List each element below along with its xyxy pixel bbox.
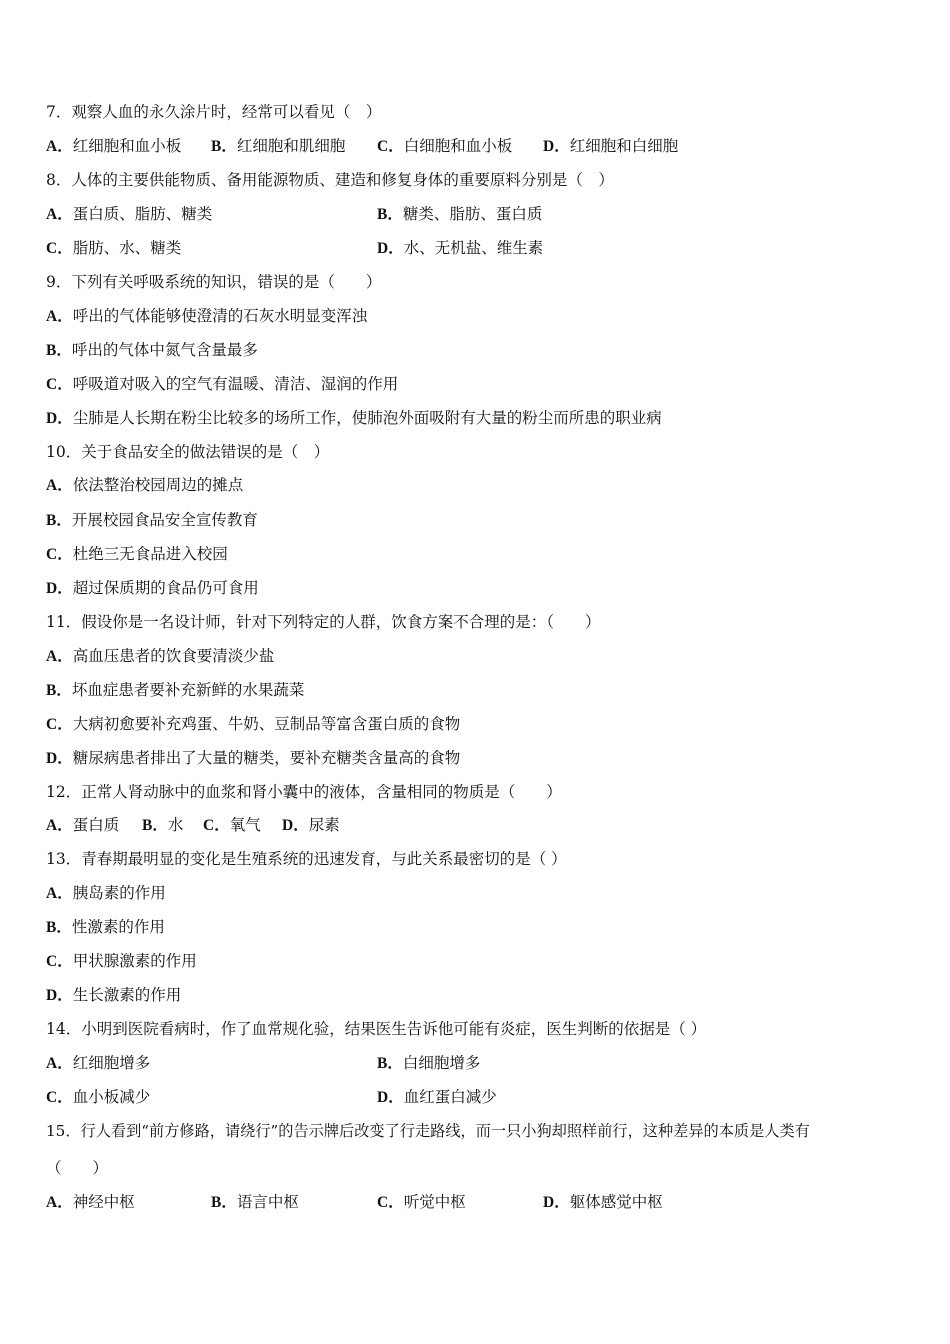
option-letter: A． <box>46 885 73 902</box>
option-letter: A． <box>46 308 73 325</box>
question-12-option-b <box>142 815 183 836</box>
question-15-option-a <box>46 1192 135 1213</box>
question-8-option-b <box>377 204 542 225</box>
option-text: 呼出的气体中氮气含量最多 <box>71 341 258 359</box>
question-10-option-c <box>46 544 228 565</box>
option-text: 呼出的气体能够使澄清的石灰水明显变浑浊 <box>72 307 368 325</box>
option-letter: D． <box>377 1089 404 1106</box>
option-letter: B． <box>377 206 403 223</box>
question-15-option-c <box>377 1192 466 1213</box>
option-text: 水 <box>167 816 184 834</box>
option-text: 红细胞和血小板 <box>72 137 182 155</box>
option-letter: A． <box>46 1194 73 1211</box>
option-letter: D． <box>46 987 73 1004</box>
option-text: 坏血症患者要补充新鲜的水果蔬菜 <box>71 681 305 699</box>
question-7-option-b <box>211 136 345 157</box>
option-letter: D． <box>543 138 570 155</box>
option-letter: B． <box>46 919 72 936</box>
option-text: 蛋白质、脂肪、糖类 <box>72 205 213 223</box>
option-letter: A． <box>46 817 73 834</box>
option-letter: D． <box>46 410 73 427</box>
option-text: 大病初愈要补充鸡蛋、牛奶、豆制品等富含蛋白质的食物 <box>72 715 461 733</box>
option-letter: D． <box>46 750 73 767</box>
question-9-option-b <box>46 340 258 361</box>
question-14-option-d <box>377 1087 497 1108</box>
option-text: 超过保质期的食品仍可食用 <box>72 579 259 597</box>
question-15-stem: 15．行人看到“前方修路，请绕行”的告示牌后改变了行走路线，而一只小狗却照样前行，这种差异的本质是人类有 <box>46 1122 810 1140</box>
question-7-option-c <box>377 136 512 157</box>
option-text: 依法整治校园周边的摊点 <box>72 476 244 494</box>
option-letter: B． <box>211 1194 237 1211</box>
option-text: 蛋白质 <box>72 816 120 834</box>
question-12-option-c <box>203 815 261 836</box>
option-text: 呼吸道对吸入的空气有温暖、清洁、湿润的作用 <box>72 375 399 393</box>
option-letter: B． <box>142 817 168 834</box>
question-10-option-d <box>46 578 259 599</box>
question-11-option-b <box>46 680 304 701</box>
option-text: 神经中枢 <box>72 1193 135 1211</box>
question-11-option-d <box>46 748 460 769</box>
option-letter: D． <box>377 240 404 257</box>
question-15-stem-continuation: （ ） <box>46 1159 109 1177</box>
option-text: 红细胞和白细胞 <box>569 137 679 155</box>
option-text: 白细胞增多 <box>402 1054 481 1072</box>
question-9-stem: 9．下列有关呼吸系统的知识，错误的是（ ） <box>46 273 382 291</box>
option-text: 甲状腺激素的作用 <box>72 952 197 970</box>
question-11-stem: 11．假设你是一名设计师，针对下列特定的人群，饮食方案不合理的是：（ ） <box>46 613 601 631</box>
option-letter: C． <box>46 716 73 733</box>
option-text: 语言中枢 <box>236 1193 299 1211</box>
option-letter: C． <box>46 546 73 563</box>
option-letter: C． <box>46 376 73 393</box>
option-letter: C． <box>46 953 73 970</box>
option-text: 红细胞和肌细胞 <box>236 137 346 155</box>
question-7-stem: 7．观察人血的永久涂片时，经常可以看见（ ） <box>46 103 382 121</box>
question-12-option-d <box>282 815 340 836</box>
option-letter: C． <box>377 138 404 155</box>
option-letter: A． <box>46 648 73 665</box>
option-text: 血红蛋白减少 <box>403 1088 497 1106</box>
question-9-option-c <box>46 374 398 395</box>
option-text: 白细胞和血小板 <box>403 137 513 155</box>
option-text: 尿素 <box>308 816 340 834</box>
question-8-option-d <box>377 238 543 259</box>
option-text: 尘肺是人长期在粉尘比较多的场所工作，使肺泡外面吸附有大量的粉尘而所患的职业病 <box>72 409 662 427</box>
question-15-option-d <box>543 1192 663 1213</box>
option-text: 高血压患者的饮食要清淡少盐 <box>72 647 275 665</box>
question-7-option-a <box>46 136 181 157</box>
option-text: 开展校园食品安全宣传教育 <box>71 511 258 529</box>
option-text: 糖类、脂肪、蛋白质 <box>402 205 543 223</box>
question-13-option-a <box>46 883 166 904</box>
question-13-option-d <box>46 985 181 1006</box>
option-letter: A． <box>46 206 73 223</box>
question-11-option-a <box>46 646 274 667</box>
option-text: 血小板减少 <box>72 1088 151 1106</box>
option-letter: A． <box>46 1055 73 1072</box>
question-11-option-c <box>46 714 460 735</box>
option-letter: B． <box>211 138 237 155</box>
option-letter: C． <box>46 1089 73 1106</box>
question-9-option-a <box>46 306 367 327</box>
option-text: 杜绝三无食品进入校园 <box>72 545 228 563</box>
option-letter: B． <box>46 512 72 529</box>
question-12-stem: 12．正常人肾动脉中的血浆和肾小囊中的液体，含量相同的物质是（ ） <box>46 783 562 801</box>
question-12-option-a <box>46 815 119 836</box>
option-letter: C． <box>377 1194 404 1211</box>
option-letter: D． <box>282 817 309 834</box>
option-letter: B． <box>377 1055 403 1072</box>
option-letter: C． <box>203 817 230 834</box>
option-letter: A． <box>46 477 73 494</box>
question-9-option-d <box>46 408 662 429</box>
question-8-stem: 8．人体的主要供能物质、备用能源物质、建造和修复身体的重要原料分别是（ ） <box>46 171 614 189</box>
question-14-option-c <box>46 1087 150 1108</box>
question-10-stem: 10．关于食品安全的做法错误的是（ ） <box>46 443 330 461</box>
question-8-option-c <box>46 238 181 259</box>
question-13-stem: 13．青春期最明显的变化是生殖系统的迅速发育，与此关系最密切的是（ ） <box>46 850 567 868</box>
option-text: 听觉中枢 <box>403 1193 466 1211</box>
option-text: 胰岛素的作用 <box>72 884 166 902</box>
question-7-option-d <box>543 136 678 157</box>
question-13-option-c <box>46 951 197 972</box>
option-text: 脂肪、水、糖类 <box>72 239 182 257</box>
question-14-stem: 14．小明到医院看病时，作了血常规化验，结果医生告诉他可能有炎症，医生判断的依据是（ ） <box>46 1020 707 1038</box>
option-letter: D． <box>46 580 73 597</box>
option-letter: B． <box>46 682 72 699</box>
question-15-option-b <box>211 1192 299 1213</box>
question-14-option-b <box>377 1053 480 1074</box>
option-text: 性激素的作用 <box>71 918 165 936</box>
option-letter: B． <box>46 342 72 359</box>
question-10-option-b <box>46 510 258 531</box>
question-14-option-a <box>46 1053 150 1074</box>
option-text: 躯体感觉中枢 <box>569 1193 663 1211</box>
option-letter: C． <box>46 240 73 257</box>
option-text: 生长激素的作用 <box>72 986 182 1004</box>
question-13-option-b <box>46 917 165 938</box>
option-text: 糖尿病患者排出了大量的糖类，要补充糖类含量高的食物 <box>72 749 461 767</box>
option-letter: A． <box>46 138 73 155</box>
question-10-option-a <box>46 475 243 496</box>
option-text: 水、无机盐、维生素 <box>403 239 544 257</box>
question-8-option-a <box>46 204 212 225</box>
option-text: 红细胞增多 <box>72 1054 151 1072</box>
option-text: 氧气 <box>229 816 261 834</box>
option-letter: D． <box>543 1194 570 1211</box>
